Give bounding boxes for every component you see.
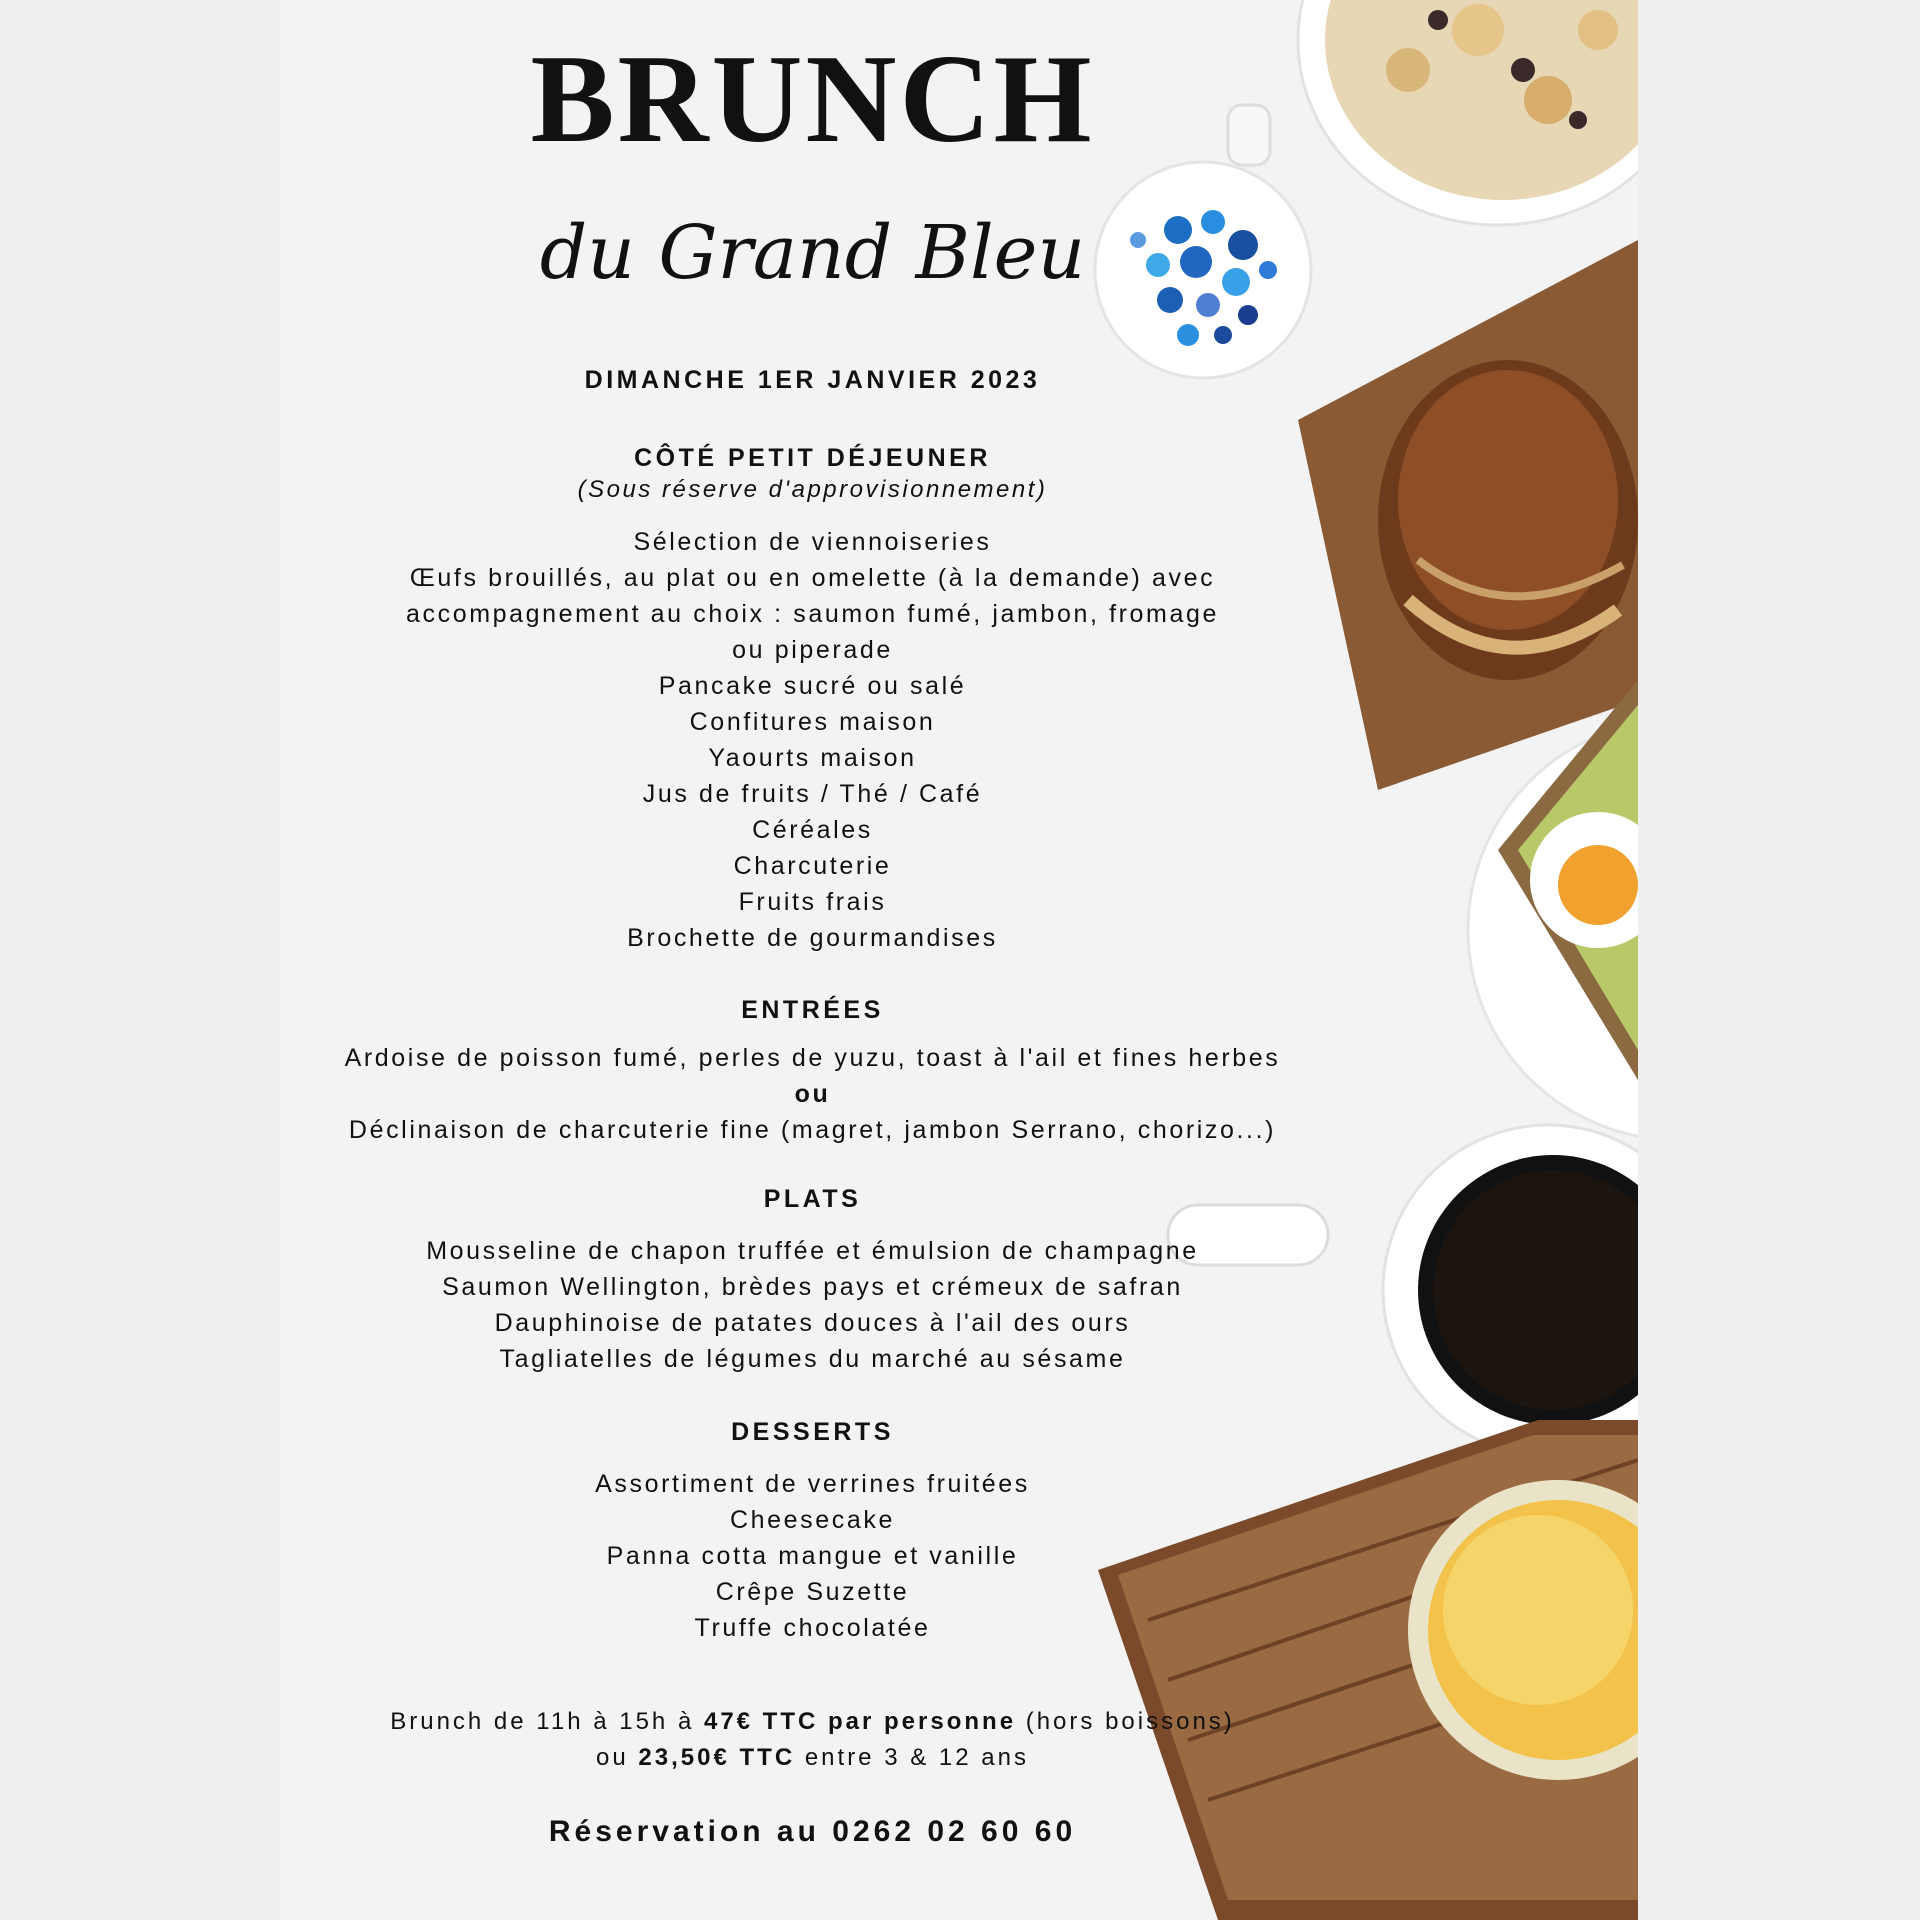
entrees-list bbox=[280, 1040, 1345, 1148]
event-date: DIMANCHE 1ER JANVIER 2023 bbox=[584, 366, 1041, 394]
list-item: Confitures maison bbox=[689, 708, 936, 736]
entrees-heading: ENTRÉES bbox=[741, 996, 884, 1024]
list-item: Cheesecake bbox=[730, 1506, 895, 1534]
list-item: Fruits frais bbox=[738, 888, 887, 916]
breakfast-list bbox=[280, 524, 1345, 956]
plats-list bbox=[280, 1233, 1345, 1377]
reservation-phone: Réservation au 0262 02 60 60 bbox=[548, 1815, 1077, 1848]
breakfast-heading: CÔTÉ PETIT DÉJEUNER bbox=[634, 444, 991, 472]
or-separator: ou bbox=[794, 1080, 831, 1108]
menu-subtitle: du Grand Bleu bbox=[539, 210, 1086, 296]
list-item: Yaourts maison bbox=[708, 744, 917, 772]
list-item: Jus de fruits / Thé / Café bbox=[642, 780, 983, 808]
desserts-list bbox=[280, 1466, 1345, 1646]
menu-title: BRUNCH bbox=[530, 30, 1095, 169]
list-item: Truffe chocolatée bbox=[694, 1614, 931, 1642]
list-item: Saumon Wellington, brèdes pays et crémeux de safran bbox=[442, 1273, 1183, 1301]
list-item: Panna cotta mangue et vanille bbox=[606, 1542, 1019, 1570]
desserts-heading: DESSERTS bbox=[731, 1418, 894, 1446]
pricing-line-child: ou 23,50€ TTC entre 3 & 12 ans bbox=[596, 1744, 1029, 1771]
croissant-board-icon bbox=[1298, 240, 1638, 790]
menu-poster bbox=[280, 0, 1638, 1920]
cereal-bowl-icon bbox=[1298, 0, 1638, 225]
list-item: Charcuterie bbox=[733, 852, 892, 880]
list-item: Céréales bbox=[752, 816, 873, 844]
pricing-line-adult: Brunch de 11h à 15h à 47€ TTC par personne (hors boissons) bbox=[390, 1708, 1235, 1735]
list-item: Mousseline de chapon truffée et émulsion de champagne bbox=[426, 1237, 1199, 1265]
breakfast-note: (Sous réserve d'approvisionnement) bbox=[577, 476, 1048, 503]
list-item: Assortiment de verrines fruitées bbox=[595, 1470, 1030, 1498]
list-item: Brochette de gourmandises bbox=[627, 924, 998, 952]
list-item: ou piperade bbox=[732, 636, 893, 664]
list-item: Dauphinoise de patates douces à l'ail des ours bbox=[494, 1309, 1131, 1337]
list-item: Pancake sucré ou salé bbox=[658, 672, 967, 700]
list-item: Œufs brouillés, au plat ou en omelette (à la demande) avec bbox=[409, 564, 1216, 592]
list-item: Déclinaison de charcuterie fine (magret, jambon Serrano, chorizo...) bbox=[348, 1116, 1277, 1144]
list-item: Ardoise de poisson fumé, perles de yuzu, toast à l'ail et fines herbes bbox=[344, 1044, 1281, 1072]
list-item: Crêpe Suzette bbox=[715, 1578, 910, 1606]
pricing-info bbox=[280, 1704, 1345, 1776]
list-item: Sélection de viennoiseries bbox=[633, 528, 992, 556]
list-item: Tagliatelles de légumes du marché au sésame bbox=[499, 1345, 1126, 1373]
plats-heading: PLATS bbox=[763, 1185, 862, 1213]
list-item: accompagnement au choix : saumon fumé, jambon, fromage bbox=[406, 600, 1219, 628]
